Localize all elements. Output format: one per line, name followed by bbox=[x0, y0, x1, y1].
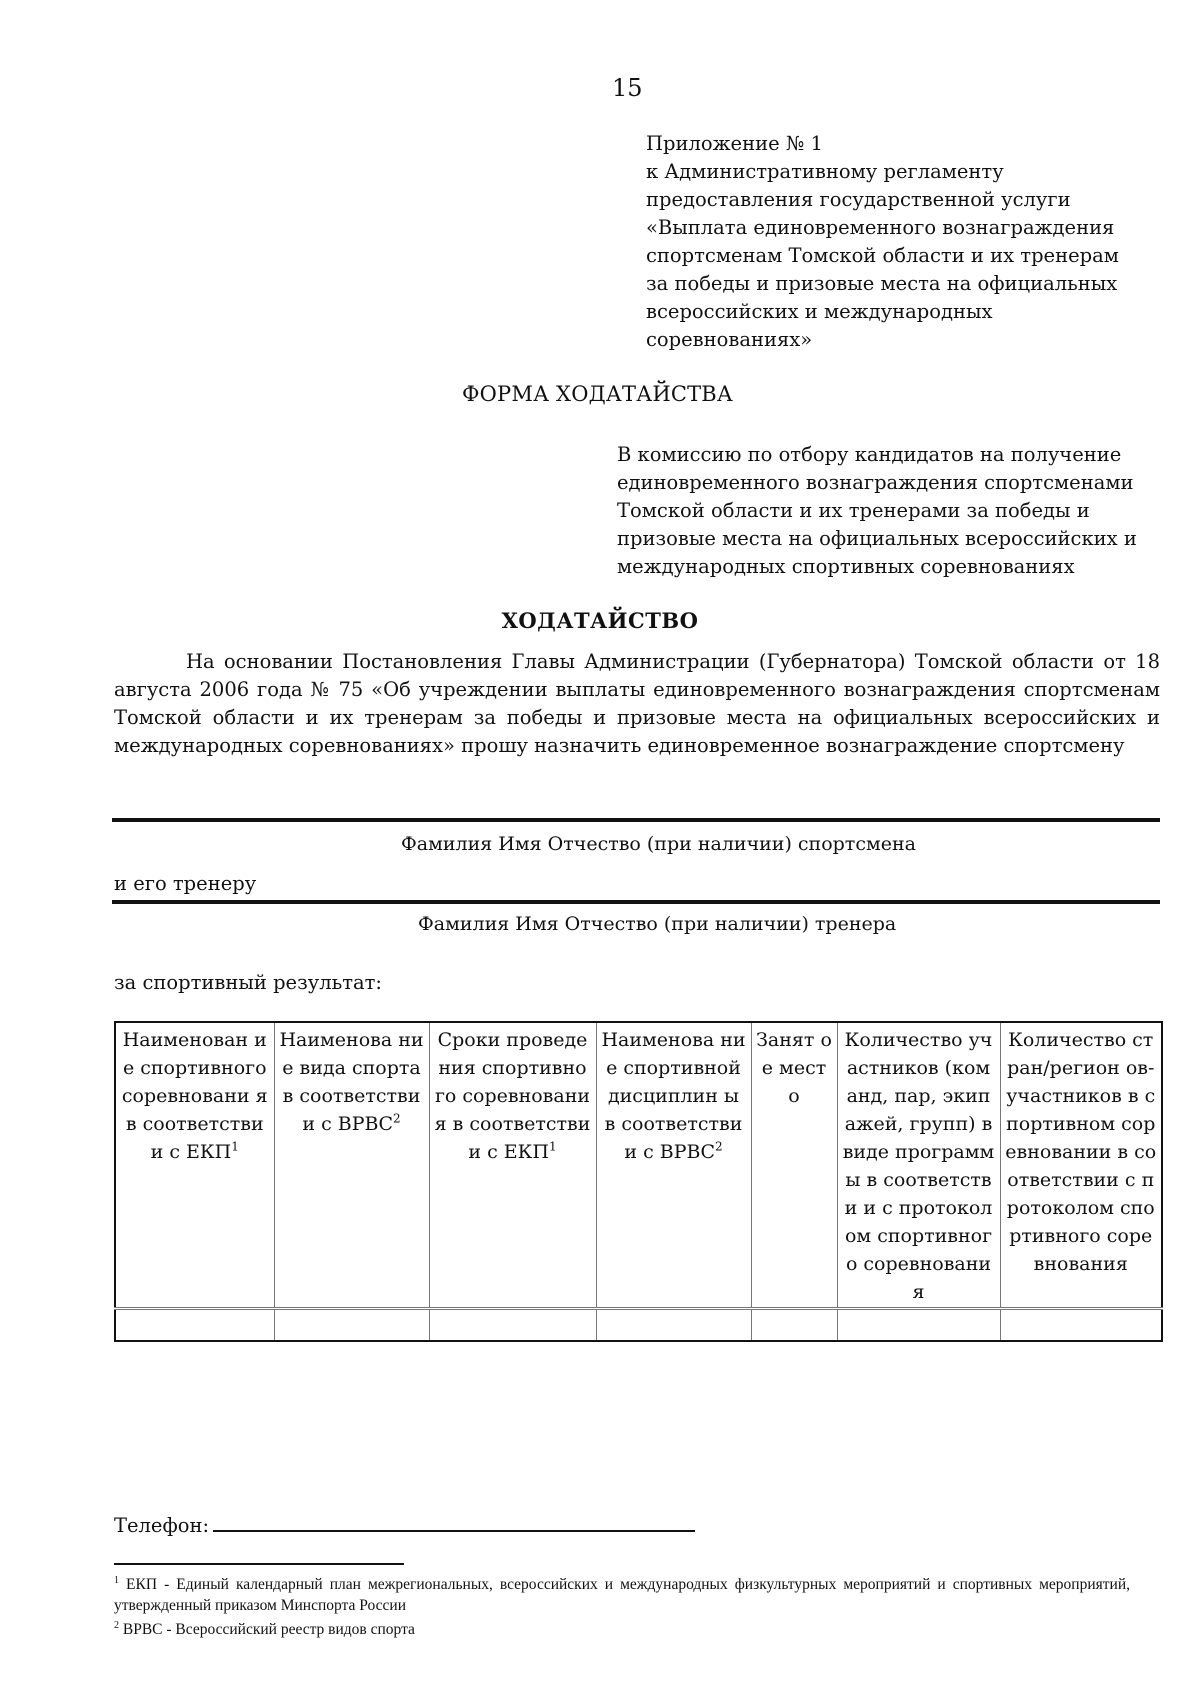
coach-name-caption: Фамилия Имя Отчество (при наличии) тренера bbox=[418, 913, 897, 935]
appendix-line: предоставления государственной услуги bbox=[646, 188, 1071, 211]
column-header-countries-count: Количество стран/регион ов- участников в спортивном соревновании в соответствии с протоколом спортивного соревнования bbox=[1000, 1022, 1162, 1309]
table-header-row bbox=[115, 1022, 1162, 1309]
coach-name-field[interactable] bbox=[112, 900, 1160, 904]
addressee-line: Томской области и их тренерами за победы и bbox=[617, 499, 1090, 522]
table-cell[interactable] bbox=[1000, 1309, 1162, 1342]
body-line: На основании Постановления Главы Администрации (Губернатора) Томской области от 18 bbox=[186, 650, 1160, 673]
table-cell[interactable] bbox=[429, 1309, 596, 1342]
footnote-text: ЕКП - Единый календарный план межрегиональных, всероссийских и международных физкультурных мероприятий и спортивных мероприятий, утвержденный приказом Минспорта России bbox=[114, 1576, 1130, 1614]
footnote-mark: 2 bbox=[114, 1619, 119, 1631]
body-line: международных соревнованиях» прошу назначить единовременное вознаграждение спортсмену bbox=[114, 734, 1125, 757]
athlete-name-field[interactable] bbox=[112, 818, 1160, 822]
table-cell[interactable] bbox=[837, 1309, 1000, 1342]
phone-field[interactable] bbox=[213, 1510, 695, 1532]
footnote-mark: 1 bbox=[114, 1574, 119, 1586]
table-cell[interactable] bbox=[274, 1309, 429, 1342]
column-header-discipline: Наименова ние спортивной дисциплин ы в соответстви и с ВРВС$^2$ bbox=[596, 1022, 751, 1309]
appendix-line: к Административному регламенту bbox=[646, 160, 1004, 183]
footnote-2 bbox=[114, 1619, 1130, 1640]
addressee-line: В комиссию по отбору кандидатов на получение bbox=[617, 443, 1122, 466]
column-header-place: Занят ое мест о bbox=[751, 1022, 837, 1309]
appendix-header bbox=[646, 130, 1119, 354]
footnote-divider bbox=[114, 1563, 404, 1565]
appendix-line: Приложение № 1 bbox=[646, 132, 823, 155]
appendix-line: «Выплата единовременного вознаграждения bbox=[646, 216, 1115, 239]
appendix-line: соревнованиях» bbox=[646, 328, 813, 351]
form-title: ФОРМА ХОДАТАЙСТВА bbox=[462, 382, 734, 406]
phone-label: Телефон: bbox=[114, 1514, 210, 1537]
result-label: за спортивный результат: bbox=[114, 971, 382, 994]
column-header-participants-count: Количество участников (команд, пар, экипажей, групп) в виде программы в соответстви и с протоколом спортивного соревновани я bbox=[837, 1022, 1000, 1309]
footnote-text: ВРВС - Всероссийский реестр видов спорта bbox=[122, 1621, 415, 1638]
petition-body bbox=[114, 648, 1160, 760]
addressee-line: международных спортивных соревнованиях bbox=[617, 555, 1075, 578]
sport-result-table bbox=[114, 1021, 1163, 1342]
footnote-1 bbox=[114, 1574, 1130, 1616]
addressee-block bbox=[617, 441, 1137, 581]
addressee-line: единовременного вознаграждения спортсменами bbox=[617, 471, 1134, 494]
table-row bbox=[115, 1309, 1162, 1342]
page-number: 15 bbox=[612, 74, 643, 102]
appendix-line: спортсменам Томской области и их тренерам bbox=[646, 244, 1119, 267]
coach-label: и его тренеру bbox=[114, 872, 257, 895]
body-line: августа 2006 года № 75 «Об учреждении выплаты единовременного вознаграждения спортсменам bbox=[114, 678, 1160, 701]
addressee-line: призовые места на официальных всероссийских и bbox=[617, 527, 1137, 550]
document-title: ХОДАТАЙСТВО bbox=[501, 608, 699, 633]
table-cell[interactable] bbox=[751, 1309, 837, 1342]
column-header-dates: Сроки проведения спортивного соревновани я в соответствии с ЕКП$^1$ bbox=[429, 1022, 596, 1309]
table-cell[interactable] bbox=[115, 1309, 274, 1342]
column-header-competition-name: Наименован ие спортивного соревновани я в соответстви и с ЕКП$^1$ bbox=[115, 1022, 274, 1309]
column-header-sport-name: Наименова ние вида спорта в соответстви и с ВРВС$^2$ bbox=[274, 1022, 429, 1309]
phone-row bbox=[114, 1510, 695, 1537]
appendix-line: всероссийских и международных bbox=[646, 300, 993, 323]
table-cell[interactable] bbox=[596, 1309, 751, 1342]
appendix-line: за победы и призовые места на официальных bbox=[646, 272, 1118, 295]
footnotes bbox=[114, 1574, 1130, 1640]
body-line: Томской области и их тренерам за победы и призовые места на официальных всероссийских и bbox=[114, 706, 1160, 729]
athlete-name-caption: Фамилия Имя Отчество (при наличии) спортсмена bbox=[401, 833, 916, 855]
